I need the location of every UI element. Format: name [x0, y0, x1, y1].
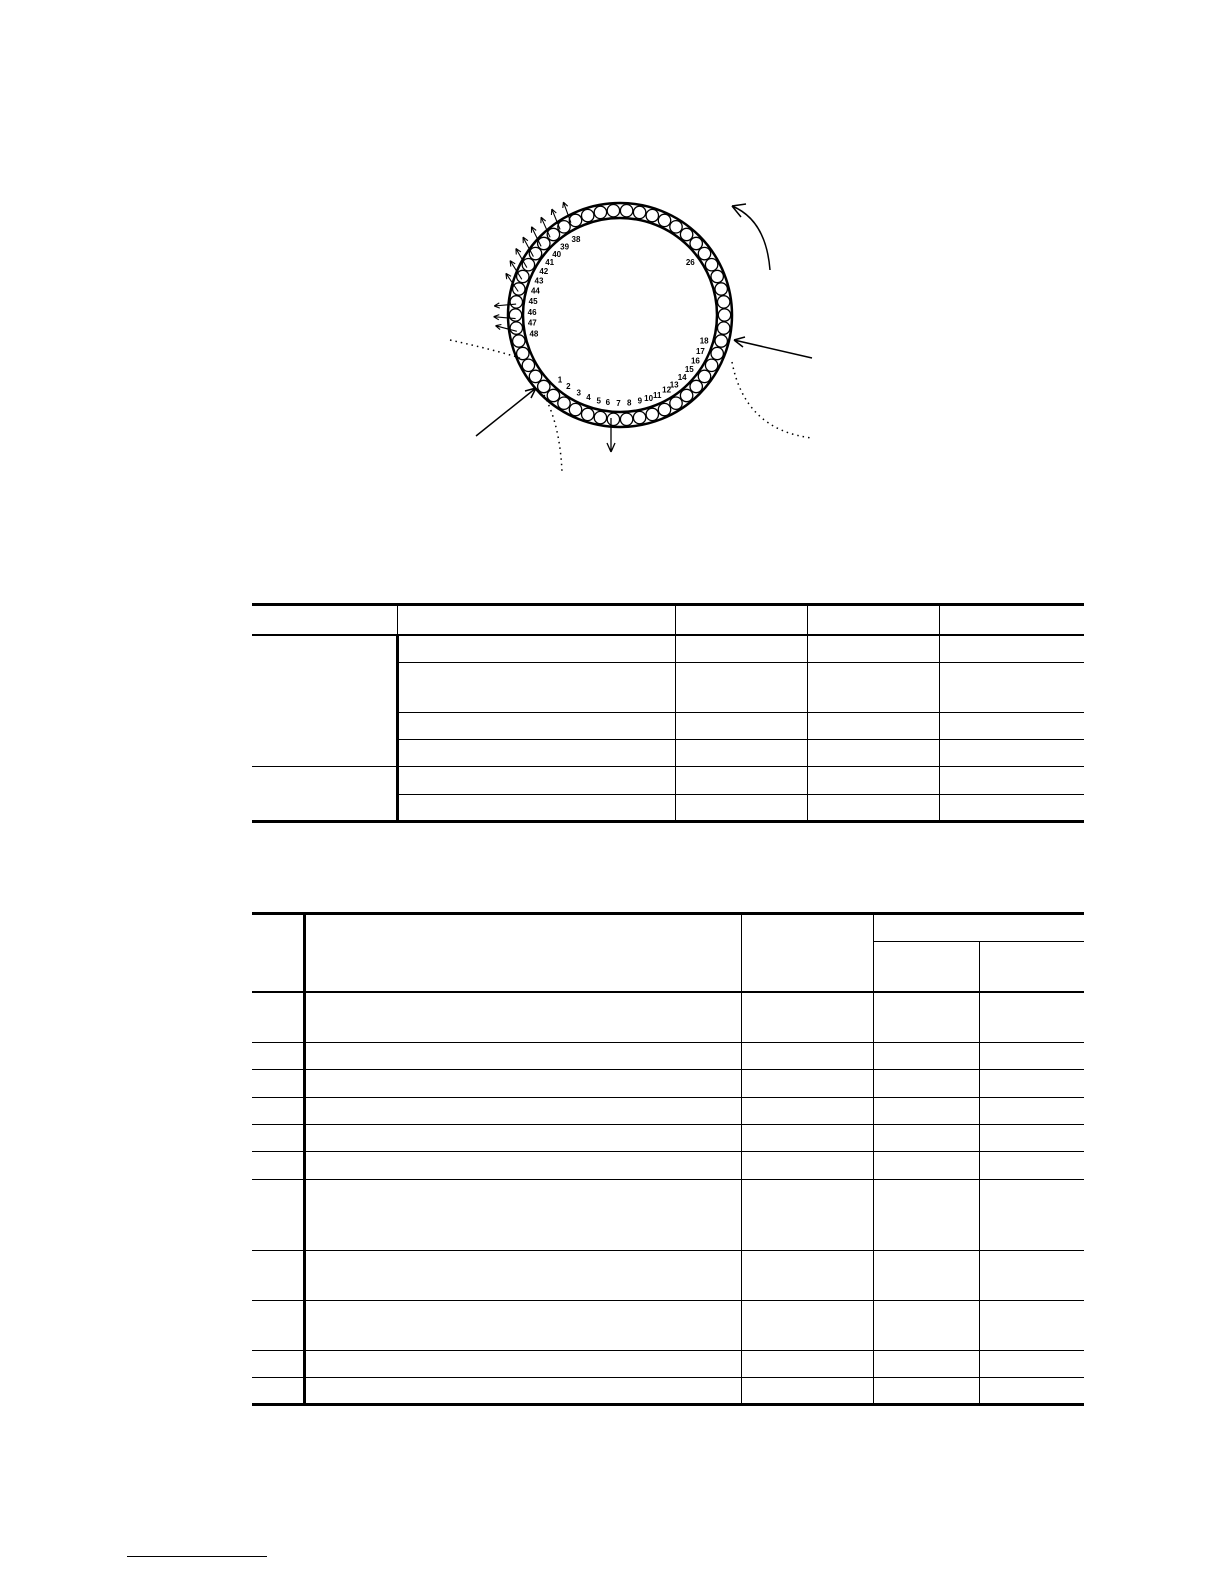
table-2-cell: [979, 1351, 1084, 1378]
table-1-cell: [939, 663, 1084, 713]
ball: [646, 408, 658, 420]
table-2-header-row: [252, 914, 1084, 942]
load-arrow-left: [476, 388, 536, 436]
table-2-cell: [304, 1180, 741, 1251]
table-row: [252, 1251, 1084, 1301]
ball: [547, 389, 559, 401]
table-2-cell: [252, 992, 304, 1043]
ball-number-label: 2: [566, 382, 571, 392]
dotted-path-left-top: [450, 340, 520, 358]
table-2-cell: [252, 1152, 304, 1180]
ball-number-label: 12: [662, 385, 672, 395]
table-2-cell: [304, 1251, 741, 1301]
ball: [569, 214, 581, 226]
ball-number-label: 46: [527, 307, 537, 317]
ball-number-label: 3: [576, 388, 581, 398]
ball: [522, 359, 534, 371]
table-2-cell: [741, 1043, 873, 1070]
ball: [658, 214, 670, 226]
table-2-cell: [979, 1180, 1084, 1251]
table-1-cell: [807, 767, 939, 795]
table-2-cell: [741, 1351, 873, 1378]
table-1-cell: [939, 635, 1084, 663]
ball: [711, 347, 723, 359]
table-2-cell: [304, 914, 741, 992]
table-2-cell: [741, 914, 873, 992]
ball: [517, 347, 529, 359]
ball-number-label: 13: [669, 380, 679, 390]
table-2-cell: [252, 1251, 304, 1301]
ball: [594, 206, 606, 218]
ball-number-label: 42: [539, 267, 549, 276]
ball: [513, 335, 525, 347]
table-1-cell: [675, 663, 807, 713]
table-2-cell: [979, 1125, 1084, 1152]
ball: [510, 296, 522, 308]
table-1-cell: [675, 767, 807, 795]
table-1-cell: [807, 605, 939, 635]
ball: [529, 370, 541, 382]
dotted-path-right: [732, 362, 812, 438]
ball-number-label: 38: [571, 234, 581, 244]
table-1-cell: [939, 740, 1084, 767]
table-2-cell: [979, 1301, 1084, 1351]
table-2-cell: [873, 1180, 979, 1251]
table-1-cell: [675, 635, 807, 663]
table-1: [252, 603, 1084, 823]
table-2-cell: [741, 1180, 873, 1251]
table-2-cell: [252, 1378, 304, 1405]
ball-number-label: 10: [644, 394, 654, 404]
ball-number-label: 26: [685, 258, 695, 267]
ball: [558, 397, 570, 409]
bearing-ring-diagram: [440, 190, 830, 480]
table-row: [252, 767, 1084, 795]
table-2-cell: [979, 1378, 1084, 1405]
table-row: [252, 1301, 1084, 1351]
table-1-cell: [939, 713, 1084, 740]
table-1-group-cell: [252, 635, 397, 767]
rotation-arrow-head: [732, 204, 746, 217]
table-1-cell: [675, 740, 807, 767]
table-2-cell: [873, 1043, 979, 1070]
table-2-cell: [252, 1351, 304, 1378]
escape-arrow: [563, 202, 571, 223]
table-1-cell: [807, 795, 939, 822]
table-2-spanning-header: [873, 914, 1084, 942]
table-1-cell: [807, 713, 939, 740]
table-1-cell: [807, 663, 939, 713]
ball-number-label: 39: [560, 242, 570, 252]
table-1-cell: [939, 795, 1084, 822]
ball: [607, 205, 619, 217]
table-1-cell: [397, 663, 675, 713]
ball-number-label: 18: [699, 336, 709, 346]
ball-number-label: 15: [684, 365, 694, 375]
table-row: [252, 1152, 1084, 1180]
ball: [670, 397, 682, 409]
ball: [680, 389, 692, 401]
table-2-cell: [979, 1152, 1084, 1180]
ball: [510, 322, 522, 334]
ball: [582, 408, 594, 420]
table-2-cell: [873, 1301, 979, 1351]
table-1-cell: [807, 740, 939, 767]
table-2-cell: [741, 1251, 873, 1301]
table-2-cell: [304, 1351, 741, 1378]
table-1-cell: [397, 713, 675, 740]
table-2-cell: [873, 942, 979, 992]
ball: [620, 413, 632, 425]
table-row: [252, 1125, 1084, 1152]
table-row: [252, 1180, 1084, 1251]
ball: [705, 259, 717, 271]
table-2-cell: [873, 992, 979, 1043]
ball: [569, 403, 581, 415]
table-1-cell: [939, 767, 1084, 795]
table-2-cell: [979, 1098, 1084, 1125]
ball: [718, 296, 730, 308]
ball-number-label: 47: [527, 318, 537, 328]
table-2-cell: [741, 992, 873, 1043]
ball: [582, 209, 594, 221]
table-2-cell: [979, 942, 1084, 992]
ball: [594, 411, 606, 423]
ball-number-label: 5: [596, 396, 601, 406]
table-row: [252, 992, 1084, 1043]
ball: [633, 411, 645, 423]
ball-number-label: 9: [637, 396, 643, 406]
ball: [670, 221, 682, 233]
table-2-cell: [741, 1301, 873, 1351]
ball-number-label: 41: [545, 258, 555, 267]
table-2-cell: [873, 1351, 979, 1378]
table-2-cell: [979, 992, 1084, 1043]
table-row: [252, 1351, 1084, 1378]
ball: [538, 380, 550, 392]
footnote-separator: [127, 1556, 267, 1557]
table-1-cell: [939, 605, 1084, 635]
ball: [680, 228, 692, 240]
table-1-cell: [675, 713, 807, 740]
table-1-header-row: [252, 605, 1084, 635]
table-1-cell: [397, 605, 675, 635]
outer-race: [508, 203, 732, 427]
ball-number-labels: [528, 235, 710, 408]
table-1-cell: [807, 635, 939, 663]
ball: [705, 359, 717, 371]
ball: [607, 413, 619, 425]
ball-number-label: 8: [626, 398, 632, 408]
table-2-cell: [741, 1378, 873, 1405]
ball-number-label: 43: [534, 276, 544, 286]
ball-number-label: 45: [528, 297, 538, 307]
inner-race: [523, 218, 717, 412]
ball: [517, 270, 529, 282]
table-2-cell: [304, 1378, 741, 1405]
ball: [658, 403, 670, 415]
ball-number-label: 14: [677, 373, 687, 383]
table-2-cell: [873, 1378, 979, 1405]
table-2-cell: [304, 1152, 741, 1180]
table-2-cell: [252, 1043, 304, 1070]
ball: [620, 205, 632, 217]
ball: [711, 270, 723, 282]
table-1-cell: [675, 605, 807, 635]
table-2-cell: [873, 1152, 979, 1180]
table-1-cell: [675, 795, 807, 822]
table-2-cell: [304, 1301, 741, 1351]
table-2: [252, 912, 1084, 1406]
ball-number-label: 7: [616, 399, 621, 408]
table-2-cell: [304, 1125, 741, 1152]
ball-number-label: 40: [552, 249, 562, 259]
table-row: [252, 1070, 1084, 1098]
table-2-cell: [873, 1251, 979, 1301]
table-2-cell: [252, 914, 304, 992]
ball-number-label: 4: [586, 393, 591, 403]
table-2-cell: [979, 1070, 1084, 1098]
table-row: [252, 1378, 1084, 1405]
ball: [513, 283, 525, 295]
ball-number-label: 1: [557, 375, 563, 385]
ball: [522, 259, 534, 271]
ball: [718, 309, 730, 321]
ball-number-label: 44: [530, 286, 540, 296]
table-1-cell: [252, 605, 397, 635]
escape-arrow: [516, 249, 527, 268]
table-2-cell: [873, 1125, 979, 1152]
ball-number-label: 6: [605, 398, 611, 408]
ball: [698, 247, 710, 259]
table-2-cell: [304, 1043, 741, 1070]
table-2-cell: [741, 1125, 873, 1152]
table-2-cell: [741, 1152, 873, 1180]
table-1-cell: [397, 635, 675, 663]
ball: [529, 247, 541, 259]
ball: [558, 221, 570, 233]
ball: [698, 370, 710, 382]
ball-number-label: 11: [652, 390, 662, 400]
table-2-cell: [304, 1098, 741, 1125]
ball: [715, 335, 727, 347]
ball: [690, 237, 702, 249]
ball: [633, 206, 645, 218]
ball-number-label: 17: [695, 346, 705, 356]
table-2-cell: [979, 1251, 1084, 1301]
table-2-cell: [304, 1070, 741, 1098]
table-2-cell: [304, 992, 741, 1043]
table-2-cell: [741, 1070, 873, 1098]
ball: [715, 283, 727, 295]
table-2-cell: [252, 1301, 304, 1351]
table-2-cell: [252, 1180, 304, 1251]
table-2-cell: [873, 1098, 979, 1125]
table-1-group-cell: [252, 767, 397, 822]
table-2-cell: [873, 1070, 979, 1098]
ball-number-label: 16: [690, 356, 700, 366]
table-1-cell: [397, 740, 675, 767]
table-2-cell: [741, 1098, 873, 1125]
ball-set: [509, 205, 730, 426]
table-2-cell: [252, 1125, 304, 1152]
ball: [646, 209, 658, 221]
ball: [509, 309, 521, 321]
table-1-cell: [397, 767, 675, 795]
load-arrow-right: [734, 337, 812, 358]
table-2-cell: [979, 1043, 1084, 1070]
table-row: [252, 1098, 1084, 1125]
ball: [690, 380, 702, 392]
table-1-cell: [397, 795, 675, 822]
table-2-cell: [252, 1098, 304, 1125]
table-row: [252, 635, 1084, 663]
ball: [718, 322, 730, 334]
ball-number-label: 48: [529, 329, 539, 339]
table-2-cell: [252, 1070, 304, 1098]
rotation-direction-arrow: [732, 206, 770, 270]
table-row: [252, 1043, 1084, 1070]
